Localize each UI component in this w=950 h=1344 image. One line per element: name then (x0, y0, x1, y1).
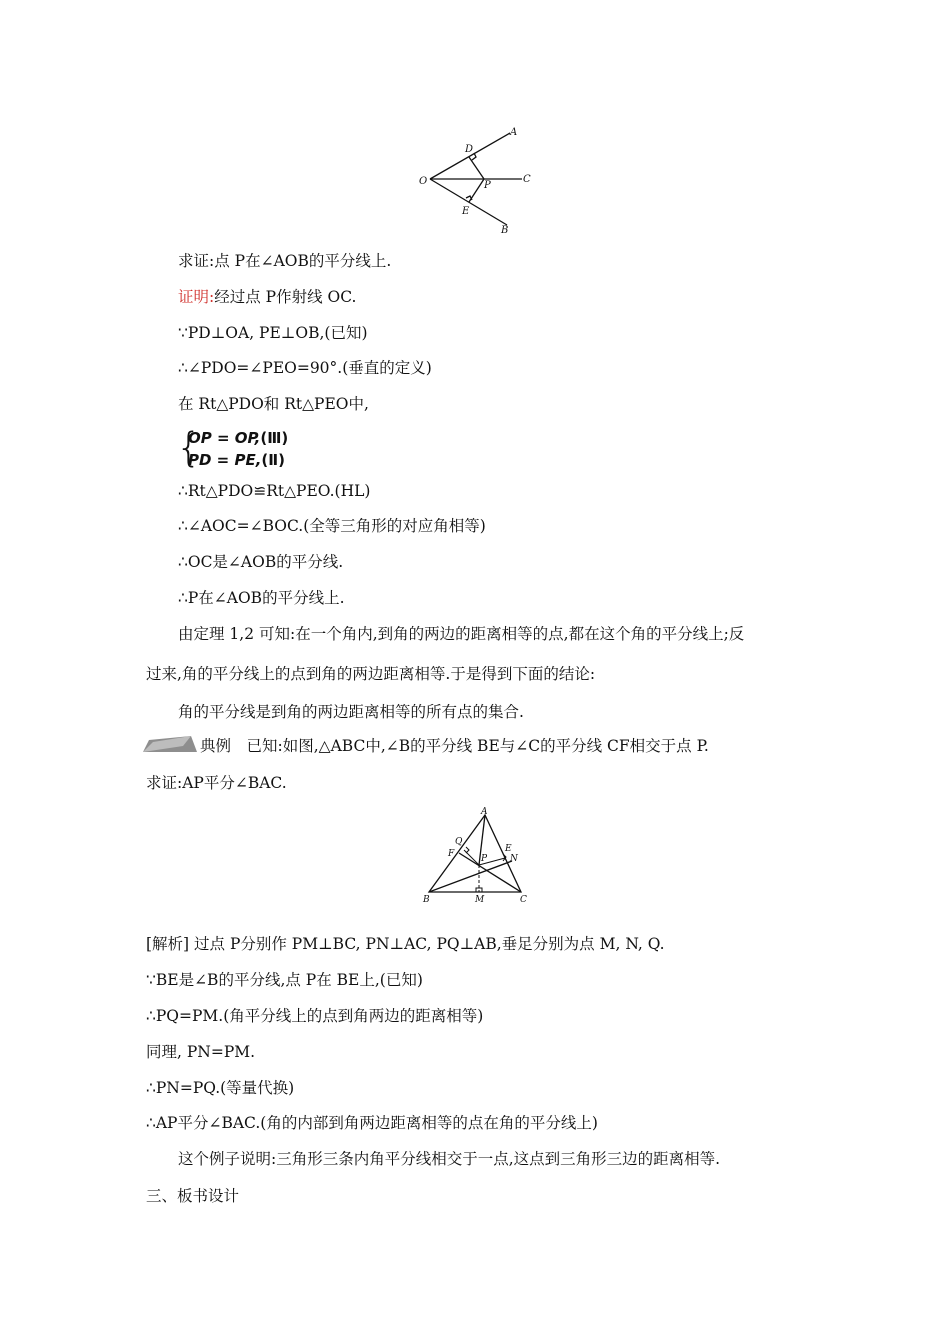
label-C: C (520, 895, 527, 905)
summary-paragraph-line1: 由定理 1,2 可知:在一个角内,到角的两边的距离相等的点,都在这个角的平分线上;反 (178, 625, 745, 643)
example-text: 已知:如图,△ABC中,∠B的平分线 BE与∠C的平分线 CF相交于点 P. (246, 737, 709, 755)
label-P: P (484, 180, 491, 191)
angle-bisector-figure (410, 122, 550, 238)
equation-2: PD = PE,(Ⅱ) (188, 451, 285, 469)
conclusion-statement: 角的平分线是到角的两边距离相等的所有点的集合. (178, 703, 524, 721)
solution-intro: [解析] 过点 P分别作 PM⊥BC, PN⊥AC, PQ⊥AB,垂足分别为点 M, N, Q. (146, 935, 665, 953)
solution-step-pq-pm: ∴PQ=PM.(角平分线上的点到角两边的距离相等) (146, 1007, 484, 1025)
label-B: B (423, 895, 430, 905)
proof-step-right-angle: ∴∠PDO=∠PEO=90°.(垂直的定义) (178, 359, 432, 377)
label-O: O (419, 176, 428, 187)
proof-step-conclusion: ∴P在∠AOB的平分线上. (178, 589, 345, 607)
label-D: D (465, 144, 474, 155)
summary-paragraph-line2: 过来,角的平分线上的点到角的两边距离相等.于是得到下面的结论: (146, 665, 596, 683)
example-explanation: 这个例子说明:三角形三条内角平分线相交于一点,这点到三角形三边的距离相等. (178, 1150, 721, 1168)
example-banner-icon (143, 736, 197, 752)
label-M: M (475, 895, 485, 905)
solution-step-substitution: ∴PN=PQ.(等量代换) (146, 1079, 295, 1097)
label-E: E (505, 844, 512, 854)
triangle-bisector-figure (415, 806, 545, 906)
proof-line (178, 286, 356, 308)
label-N: N (510, 854, 518, 864)
label-F: F (448, 849, 455, 859)
example-label: 典例 (200, 737, 232, 755)
label-B: B (501, 225, 509, 236)
brace-symbol: { (176, 425, 202, 471)
proof-step-congruent: ∴Rt△PDO≌Rt△PEO.(HL) (178, 482, 371, 500)
proof-step-triangles: 在 Rt△PDO和 Rt△PEO中, (178, 395, 369, 413)
solution-step-conclusion: ∴AP平分∠BAC.(角的内部到角两边距离相等的点在角的平分线上) (146, 1114, 598, 1132)
proof-step-given: ∵PD⊥OA, PE⊥OB,(已知) (178, 324, 368, 342)
label-E: E (462, 206, 470, 217)
example-line (200, 735, 709, 757)
proof-step-bisector: ∴OC是∠AOB的平分线. (178, 553, 344, 571)
label-Q: Q (455, 837, 463, 847)
label-C: C (523, 174, 531, 185)
proof-label: 证明: (178, 288, 215, 306)
equation-1: OP = OP,(Ⅲ) (188, 429, 289, 447)
label-A: A (510, 127, 518, 138)
label-A: A (481, 807, 488, 817)
prove-statement-1: 求证:点 P在∠AOB的平分线上. (178, 252, 392, 270)
proof-step-equal-angles: ∴∠AOC=∠BOC.(全等三角形的对应角相等) (178, 517, 486, 535)
solution-step-similarly: 同理, PN=PM. (146, 1043, 256, 1061)
section-heading: 三、板书设计 (146, 1187, 240, 1205)
proof-step: 经过点 P作射线 OC. (214, 288, 357, 306)
label-P: P (481, 854, 488, 864)
example-prove: 求证:AP平分∠BAC. (146, 774, 287, 792)
equation-system (176, 425, 316, 472)
solution-step-given: ∵BE是∠B的平分线,点 P在 BE上,(已知) (146, 971, 423, 989)
